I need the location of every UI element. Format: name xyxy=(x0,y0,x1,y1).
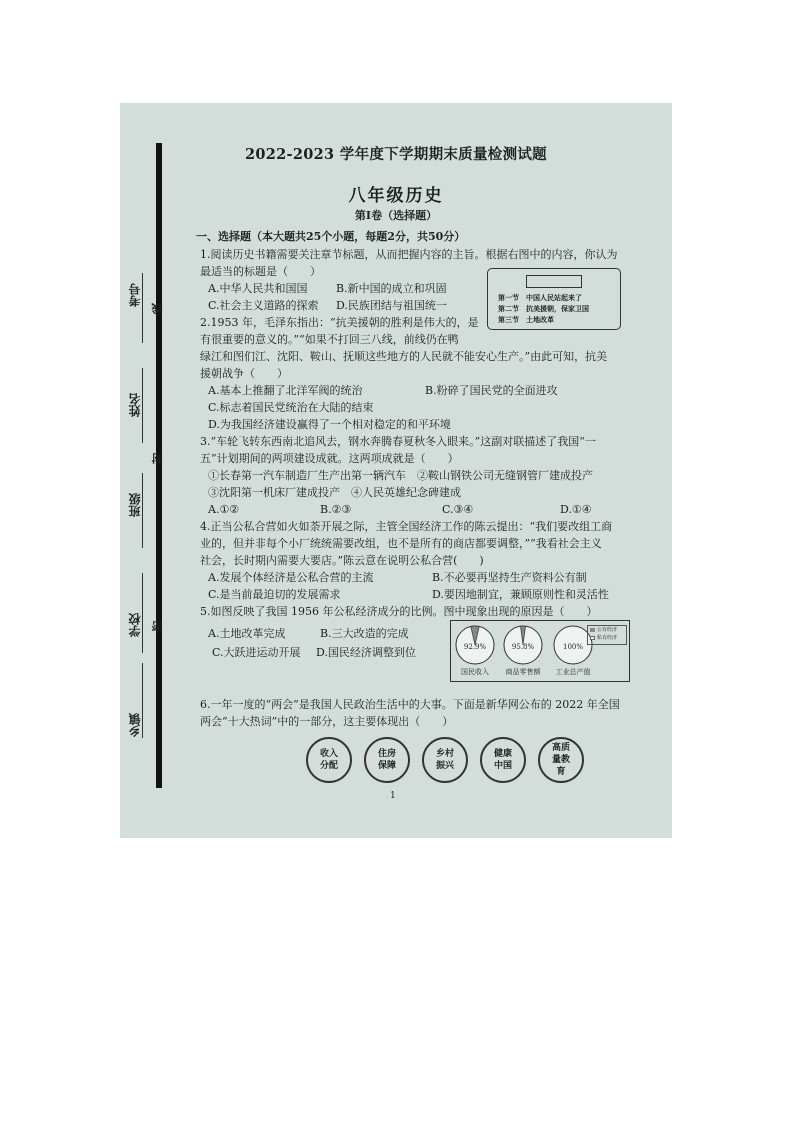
q3-option-d: D.①④ xyxy=(560,503,592,516)
q5-option-d: D.国民经济调整到位 xyxy=(316,646,416,659)
q2-option-a: A.基本上推翻了北洋军阀的统治 xyxy=(208,384,363,397)
q5-option-a: A.土地改革完成 xyxy=(208,627,286,640)
binding-bar xyxy=(156,143,162,788)
q4-option-d: D.要因地制宜，兼顾原则性和灵活性 xyxy=(432,588,609,601)
q2-stem-line2: 有很重要的意义的。”“如果不打回三八线，前线仍在鸭 xyxy=(200,333,459,346)
label-line: 线 xyxy=(151,303,164,314)
page-number: 1 xyxy=(390,791,396,801)
q5-option-b: B.三大改造的完成 xyxy=(320,627,409,640)
hotword-circle-4 xyxy=(480,737,526,783)
q3-option-c: C.③④ xyxy=(442,503,474,516)
q4-option-a: A.发展个体经济是公私合营的主流 xyxy=(208,571,374,584)
q1-option-c: C.社会主义道路的探索 xyxy=(208,299,319,312)
q4-stem-line3: 社会，长时期内需要大要店。”陈云意在说明公私合营( ) xyxy=(200,554,484,567)
q3-option-a: A.①② xyxy=(208,503,240,516)
q3-option-b: B.②③ xyxy=(320,503,352,516)
q4-option-c: C.是当前最迫切的发展需求 xyxy=(208,588,341,601)
hotword-2: 住房保障 xyxy=(377,749,396,771)
q3-stem-line1: 3.“车轮飞转东西南北追风去，钢水奔腾春夏秋冬入眼来。”这副对联描述了我国“一 xyxy=(200,435,596,448)
q2-stem-line3: 绿江和图们江、沈阳、鞍山、抚顺这些地方的人民就不能安心生产。”由此可知，抗美 xyxy=(200,350,608,363)
label-class: 班级 xyxy=(128,493,142,517)
q5-stem: 5.如图反映了我国 1956 年公私经济成分的比例。图中现象出现的原因是（ ） xyxy=(200,605,598,618)
q6-stem-line1: 6.一年一度的“两会”是我国人民政治生活中的大事。下面是新华网公布的 2022 年全国 xyxy=(200,698,620,711)
hotword-circle-3 xyxy=(422,737,468,783)
exam-subject: 八年级历史 xyxy=(348,186,444,206)
q1-option-b: B.新中国的成立和巩固 xyxy=(336,282,447,295)
legend-private: 私有经济 xyxy=(597,635,618,641)
exam-photo xyxy=(120,103,672,838)
hotword-4: 健康中国 xyxy=(493,749,512,771)
legend-private-swatch xyxy=(590,636,595,640)
pie-value-3: 100% xyxy=(562,643,583,651)
hotword-1: 收入分配 xyxy=(319,749,338,771)
q1-option-a: A.中华人民共和国国 xyxy=(208,282,308,295)
q3-items-line2: ③沈阳第一机床厂建成投产 ④人民英雄纪念碑建成 xyxy=(208,486,461,499)
pie-label-3: 工业总产值 xyxy=(555,668,591,676)
q1-blank-title xyxy=(526,275,582,288)
q2-stem-line1: 2.1953 年，毛泽东指出：“抗美援朝的胜利是伟大的，是 xyxy=(200,316,479,329)
q1-chapter-box xyxy=(487,268,621,330)
pie-value-2: 95.8% xyxy=(511,643,535,651)
legend-public: 公有经济 xyxy=(597,627,618,633)
pie-label-1: 国民收入 xyxy=(461,668,489,676)
hotword-circle-1 xyxy=(306,737,352,783)
q2-option-b: B.粉碎了国民党的全面进攻 xyxy=(425,384,558,397)
label-secret: 密 xyxy=(151,621,164,632)
q2-option-c: C.标志着国民党统治在大陆的结束 xyxy=(208,401,374,414)
label-exam-no: 考号 xyxy=(128,283,142,307)
exam-title: 2022-2023 学年度下学期期末质量检测试题 xyxy=(245,146,547,163)
q2-option-d: D.为我国经济建设赢得了一个相对稳定的和平环境 xyxy=(208,418,451,431)
q1-box-row3: 第三节 土地改革 xyxy=(498,315,554,324)
label-name: 姓名 xyxy=(128,393,142,417)
q1-option-d: D.民族团结与祖国统一 xyxy=(336,299,447,312)
exam-volume: 第Ⅰ卷（选择题） xyxy=(354,209,438,222)
legend-public-swatch xyxy=(590,628,595,632)
pie-label-2: 商品零售额 xyxy=(505,668,541,676)
label-town: 乡镇 xyxy=(128,713,142,737)
q3-items-line1: ①长春第一汽车制造厂生产出第一辆汽车 ②鞍山钢铁公司无缝钢管厂建成投产 xyxy=(208,469,593,482)
q5-chart xyxy=(450,620,630,682)
q2-stem-line4: 援朝战争（ ） xyxy=(200,367,288,380)
hotword-circle-5 xyxy=(538,737,584,783)
q3-stem-line2: 五”计划期间的两项建设成就。这两项成就是（ ） xyxy=(200,452,459,465)
hotword-circle-2 xyxy=(364,737,410,783)
q4-stem-line2: 业的，但并非每个小厂统统需要改组，也不是所有的商店都要调整，”“我看社会主义 xyxy=(200,537,602,550)
q5-option-c: C.大跃进运动开展 xyxy=(212,646,301,659)
q1-box-row2: 第二节 抗美援朝，保家卫国 xyxy=(498,304,589,313)
hotword-3: 乡村振兴 xyxy=(435,749,454,771)
pie-value-1: 92.9% xyxy=(463,643,487,651)
q1-stem-line1: 1.阅读历史书籍需要关注章节标题，从而把握内容的主旨。根据右图中的内容，你认为 xyxy=(200,248,618,261)
section-heading: 一、选择题（本大题共25个小题，每题2分，共50分） xyxy=(196,230,466,243)
q1-box-row1: 第一节 中国人民站起来了 xyxy=(498,293,582,302)
label-school: 学校 xyxy=(128,613,142,637)
label-seal: 封 xyxy=(151,453,164,464)
q4-option-b: B.不必要再坚持生产资料公有制 xyxy=(432,571,587,584)
q5-legend xyxy=(587,625,627,645)
hotword-5: 高质量教育 xyxy=(551,743,570,777)
q6-stem-line2: 两会“十大热词”中的一部分，这主要体现出（ ） xyxy=(200,715,454,728)
q1-stem-line2: 最适当的标题是（ ） xyxy=(200,265,321,278)
q4-stem-line1: 4.正当公私合营如火如荼开展之际，主管全国经济工作的陈云提出：“我们要改组工商 xyxy=(200,520,613,533)
